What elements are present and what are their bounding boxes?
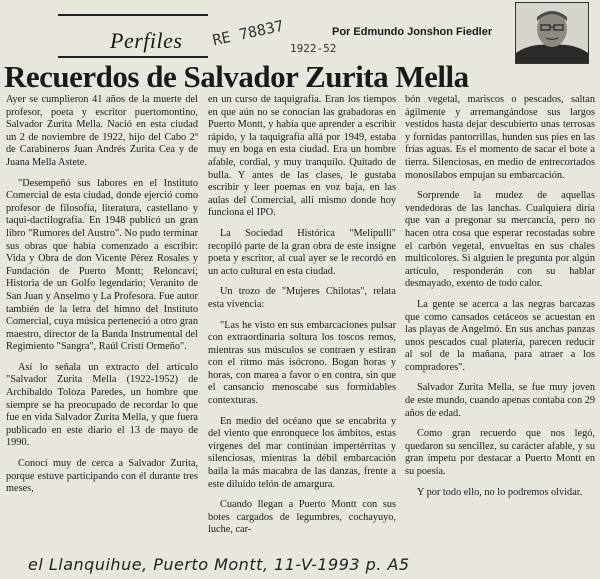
archive-stamp-code: RE 78837 — [210, 16, 286, 50]
paragraph: Ayer se cumplieron 41 años de la muerte del profesor, poeta y escritor puertomontino, Salvador Zurita Mella. Nació en esta ciudad un 2 de noviembre de 1922, hijo del Cabo 2º de Carabineros Juan Andrés Zurita Cea y de Juana Mella Astete. — [6, 94, 198, 168]
handwritten-source-note: el Llanquihue, Puerto Montt, 11-V-1993 p. A5 — [28, 555, 410, 574]
paragraph: Como gran recuerdo que nos legó, quedaron su sencillez, su carácter afable, y su gran ímpetu por destacar a Puerto Montt en su poesía. — [405, 428, 595, 478]
article-column-3 — [405, 94, 595, 507]
section-label: Perfiles — [110, 28, 183, 53]
paragraph: Un trozo de "Mujeres Chilotas", relata esta vivencia: — [208, 286, 396, 310]
article-column-2 — [208, 94, 396, 545]
header-rule-bottom — [58, 56, 208, 58]
author-byline: Por Edmundo Jonshon Fiedler — [332, 26, 493, 38]
article-column-1 — [6, 94, 198, 504]
paragraph: Así lo señala un extracto del artículo "Salvador Zurita Mella (1922-1952) de Archibaldo Toloza Paredes, un hombre que siempre se ha preocupado de recordar lo que fue en vida Salvador Zurita Mella, y que fuera publicado en este diario el 13 de mayo de 1990. — [6, 361, 198, 449]
archive-stamp-year: 1922-52 — [290, 42, 337, 55]
paragraph: en un curso de taquigrafía. Eran los tiempos en que aún no se conocían las grabadoras en Puerto Montt, y había que aprender a escribir rápido, y la taquigrafía allá por 1949, estaba muy en boga en esta ciudad. Era un hombre afable, cordial, y muy tranquilo. Quitado de bulla. Y antes de las clases, le gustaba escribir y leer poemas en voz baja, en las aulas del Comercial, allí mismo donde hoy funciona el IPO. — [208, 94, 396, 219]
quote-paragraph: En medio del océano que se encabrita y del viento que enronquece los ámbitos, estas vírgenes del mar continúan impertérritas y silenciosas, mientras la débil embarcación baila la más macabra de las danzas, frente a este diluido telón de amargura. — [208, 415, 396, 490]
paragraph: Salvador Zurita Mella, se fue muy joven de este mundo, cuando apenas contaba con 29 años de edad. — [405, 382, 595, 419]
quote-paragraph: bón vegetal, mariscos o pescados, saltan ágilmente y arremangándose sus largos vestidos hasta dejar descubierto unas terrosas y fornidas pantorrillas, hunden sus pies en las frías aguas. Es el momento de sacar el bote a tierra. Silenciosas, en medio de entrecortados monosílabos empujan su embarcación. — [405, 94, 595, 181]
quote-paragraph: Cuando llegan a Puerto Montt con sus botes cargados de legumbres, cochayuyo, luche, car- — [208, 499, 396, 536]
paragraph: Conocí muy de cerca a Salvador Zurita, porque estuve participando con él durante tres meses, — [6, 458, 198, 495]
article-title: Recuerdos de Salvador Zurita Mella — [4, 59, 469, 94]
quote-paragraph: Sorprende la mudez de aquellas vendedoras de las lanchas. Cualquiera diría que van a pregonar su mercancía, pero no hacen otra cosa que esperar recostadas sobre el carbón vegetal, envueltas en sus chales multicolores. Si alguien le pregunta por algún artículo, responderán con su hablar desmayado, exento de todo calor. — [405, 190, 595, 290]
paragraph: "Desempeñó sus labores en el Instituto Comercial de esta ciudad, donde ejerció como profesor de filosofía, literatura, castellano y taqui-dactilografía. En 1948 publicó un gran libro "Rumores del Austro". No pudo terminar sus obras que había comenzado a escribir: Vida y Obra de don Vicente Pérez Rosales y Fundación de Puerto Montt; Reloncaví; Historia de un Golfo legendario; Veranito de San Juan y Anselmo y La Profesora. Fue autor también de la letra del himno del Instituto Comercial, cuya música perteneció a otro gran maestro, director de la Banda Instrumental del Regimiento "Sangra", Raúl Cristi Ormeño". — [6, 177, 198, 353]
paragraph: La Sociedad Histórica "Melipulli" recopiló parte de la gran obra de este insigne poeta y escritor, al cual ayer se le recordó en un acto cultural en esta ciudad. — [208, 227, 396, 277]
quote-paragraph: "Las he visto en sus embarcaciones pulsar con extraordinaria soltura los toscos remos, mientras sus músculos se contraen y estiran con el ritmo más isócrono. Bogan horas y horas, con marea a favor o en contra, sin que el cansancio menoscabe sus formidables contexturas. — [208, 319, 396, 407]
quote-paragraph: La gente se acerca a las negras barcazas que como cansados cetáceos se acuestan en las playas de Angelmó. En sus anchas panzas unos pescados cual platería, parecen reducir al sol de la mañana, para atraer a los compradores". — [405, 298, 595, 373]
paragraph: Y por todo ello, no lo podremos olvidar. — [417, 486, 583, 498]
header-rule-top — [58, 14, 208, 16]
portrait-image — [516, 3, 588, 63]
author-portrait — [515, 2, 589, 64]
